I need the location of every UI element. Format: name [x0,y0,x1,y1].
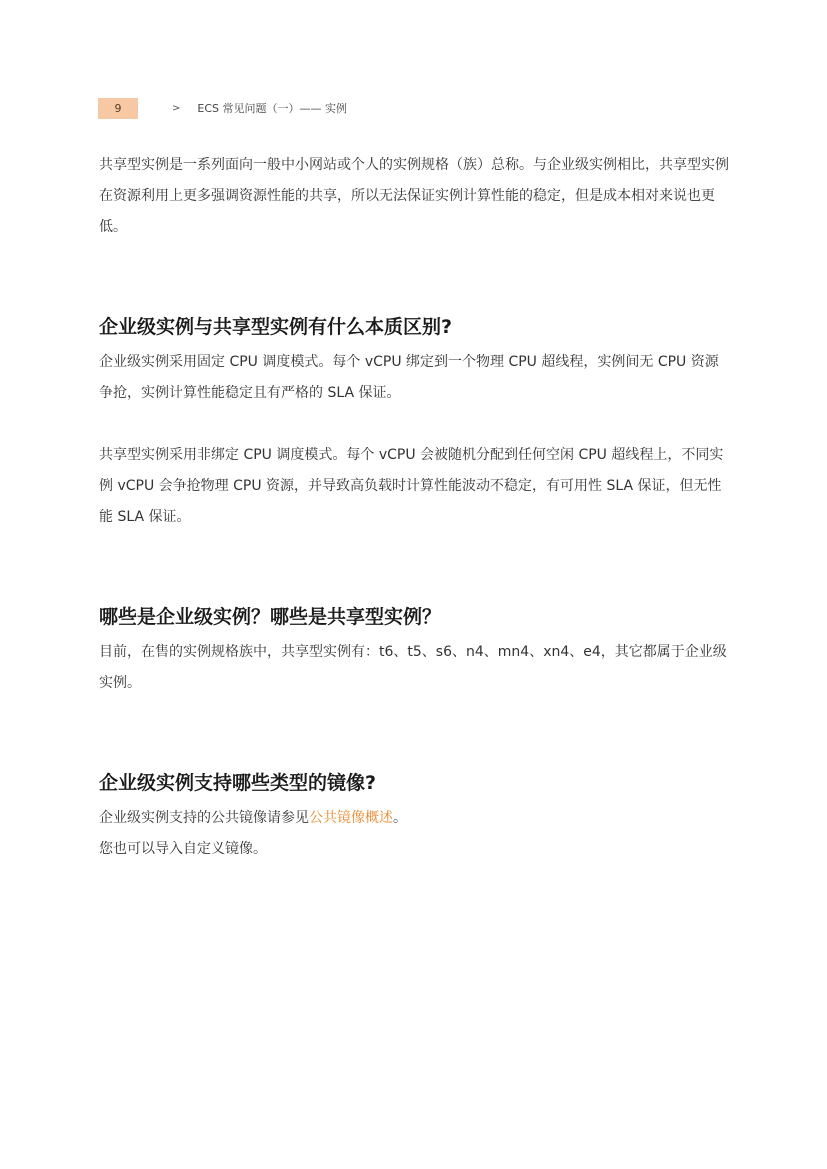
section-heading-images: 企业级实例支持哪些类型的镜像? [99,772,377,794]
paragraph-custom-images: 您也可以导入自定义镜像。 [99,841,267,857]
section-heading-which-instances: 哪些是企业级实例？哪些是共享型实例？ [99,606,442,628]
intro-paragraph: 共享型实例是一系列面向一般中小网站或个人的实例规格（族）总称。与企业级实例相比，共享型实例在资源利用上更多强调资源性能的共享，所以无法保证实例计算性能的稳定，但是成本相对来说也更低。 [99,157,729,235]
page-header [98,97,347,119]
paragraph-shared-scheduling: 共享型实例采用非绑定 CPU 调度模式。每个 vCPU 会被随机分配到任何空闲 CPU 超线程上，不同实例 vCPU 会争抢物理 CPU 资源，并导致高负载时计算性能波动不稳定，有可用性 SLA 保证，但无性能 SLA 保证。 [99,447,724,525]
section-heading-difference: 企业级实例与共享型实例有什么本质区别? [99,316,453,338]
page-number-badge: 9 [98,98,138,119]
breadcrumb: ECS 常见问题（一）—— 实例 [197,102,347,115]
public-images-suffix: 。 [393,810,407,826]
paragraph-enterprise-scheduling: 企业级实例采用固定 CPU 调度模式。每个 vCPU 绑定到一个物理 CPU 超线程，实例间无 CPU 资源争抢，实例计算性能稳定且有严格的 SLA 保证。 [99,354,719,401]
public-images-text: 企业级实例支持的公共镜像请参见 [99,810,309,826]
breadcrumb-separator: > [172,102,181,114]
paragraph-instance-families: 目前，在售的实例规格族中，共享型实例有：t6、t5、s6、n4、mn4、xn4、e4，其它都属于企业级实例。 [99,644,727,691]
public-images-link[interactable]: 公共镜像概述 [309,810,393,826]
document-body [99,150,732,865]
paragraph-public-images [99,803,732,834]
